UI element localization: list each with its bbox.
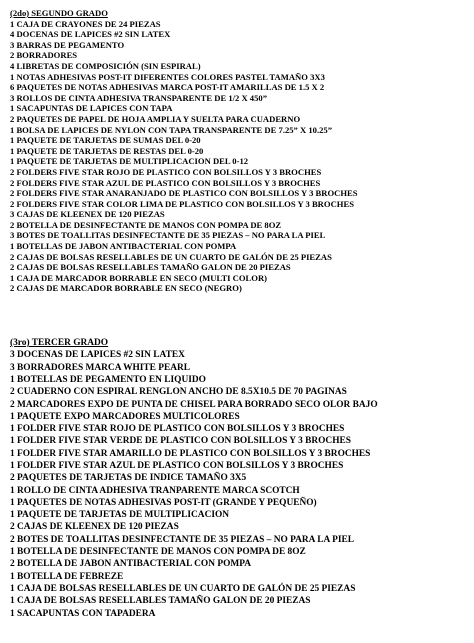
supply-list-item: 1 SACAPUNTAS CON TAPADERA	[10, 608, 156, 619]
supply-list-item: 2 BOTELLA DE DESINFECTANTE DE MANOS CON POMPA DE 8OZ	[10, 219, 282, 230]
supply-list-item: 3 ROLLOS DE CINTA ADHESIVA TRANSPARENTE DE 1/2 X 450”	[10, 92, 267, 103]
supply-list-item: 2 FOLDERS FIVE STAR AZUL DE PLASTICO CON BOLSILLOS Y 3 BROCHES	[10, 177, 321, 188]
segundo-grado-heading: (2do) SEGUNDO GRADO	[10, 8, 108, 18]
supply-list-item: 1 PAQUETE DE TARJETAS DE MULTIPLICACION DEL 0-12	[10, 156, 249, 167]
supply-list-item: 3 BOTES DE TOALLITAS DESINFECTANTE DE 35 PIEZAS – NO PARA LA PIEL	[10, 230, 326, 241]
supply-list-item: 2 PAQUETES DE TARJETAS DE INDICE TAMAÑO 3X5	[10, 473, 247, 484]
supply-list-item: 1 PAQUETES DE NOTAS ADHESIVAS POST-IT (GRANDE Y PEQUEÑO)	[10, 497, 317, 508]
supply-list-item: 2 BOTELLA DE JABON ANTIBACTERIAL CON POMPA	[10, 559, 252, 570]
supply-list-item: 1 PAQUETE DE TARJETAS DE MULTIPLICACION	[10, 510, 230, 521]
segundo-grado-section	[10, 8, 470, 294]
supply-list-item: 1 BOTELLAS DE JABON ANTIBACTERIAL CON POMPA	[10, 241, 237, 252]
tercer-grado-section	[10, 337, 470, 620]
tercer-grado-list	[10, 349, 470, 620]
supply-list-item: 1 BOTELLA DE FEBREZE	[10, 571, 124, 582]
supply-list-item: 2 BORRADORES	[10, 50, 78, 61]
supply-list-item: 2 CAJAS DE MARCADOR BORRABLE EN SECO (NEGRO)	[10, 283, 242, 294]
supply-list-item: 3 DOCENAS DE LAPICES #2 SIN LATEX	[10, 350, 185, 361]
supply-list-item: 1 CAJA DE BOLSAS RESELLABLES DE UN CUARTO DE GALÓN DE 25 PIEZAS	[10, 583, 356, 594]
supply-list-item: 1 FOLDER FIVE STAR VERDE DE PLASTICO CON BOLSILLOS Y 3 BROCHES	[10, 436, 351, 447]
document-page	[10, 8, 470, 620]
supply-list-item: 1 NOTAS ADHESIVAS POST-IT DIFERENTES COLORES PASTEL TAMAÑO 3X3	[10, 71, 325, 82]
supply-list-item: 1 BOTELLAS DE PEGAMENTO EN LIQUIDO	[10, 374, 206, 385]
supply-list-item: 1 FOLDER FIVE STAR AMARILLO DE PLASTICO CON BOLSILLOS Y 3 BROCHES	[10, 448, 371, 459]
supply-list-item: 1 BOTELLA DE DESINFECTANTE DE MANOS CON POMPA DE 8OZ	[10, 547, 306, 558]
supply-list-item: 1 FOLDER FIVE STAR ROJO DE PLASTICO CON BOLSILLOS Y 3 BROCHES	[10, 424, 345, 435]
supply-list-item: 1 PAQUETE EXPO MARCADORES MULTICOLORES	[10, 411, 240, 422]
section-gap	[10, 294, 470, 337]
supply-list-item: 4 LIBRETAS DE COMPOSICIÓN (SIN ESPIRAL)	[10, 60, 201, 71]
supply-list-item: 1 FOLDER FIVE STAR AZUL DE PLASTICO CON BOLSILLOS Y 3 BROCHES	[10, 461, 344, 471]
supply-list-item: 2 BOTES DE TOALLITAS DESINFECTANTE DE 35 PIEZAS – NO PARA LA PIEL	[10, 534, 355, 545]
supply-list-item: 2 FOLDERS FIVE STAR ROJO DE PLASTICO CON BOLSILLOS Y 3 BROCHES	[10, 166, 322, 177]
supply-list-item: 1 PAQUETE DE TARJETAS DE SUMAS DEL 0-20	[10, 135, 201, 146]
supply-list-item: 1 CAJA DE BOLSAS RESELLABLES TAMAÑO GALON DE 20 PIEZAS	[10, 596, 311, 607]
segundo-grado-list	[10, 19, 470, 294]
supply-list-item: 1 CAJA DE MARCADOR BORRABLE EN SECO (MULTI COLOR)	[10, 272, 268, 283]
supply-list-item: 2 FOLDERS FIVE STAR COLOR LIMA DE PLASTICO CON BOLSILLOS Y 3 BROCHES	[10, 198, 354, 209]
supply-list-item: 1 PAQUETE DE TARJETAS DE RESTAS DEL 0-20	[10, 145, 204, 156]
supply-list-item: 1 SACAPUNTAS DE LAPICES CON TAPA	[10, 103, 173, 114]
supply-list-item: 1 ROLLO DE CINTA ADHESIVA TRANPARENTE MARCA SCOTCH	[10, 485, 300, 496]
supply-list-item: 2 CAJAS DE KLEENEX DE 120 PIEZAS	[10, 522, 179, 533]
supply-list-item: 2 CUADERNO CON ESPIRAL RENGLON ANCHO DE 8.5X10.5 DE 70 PAGINAS	[10, 387, 347, 398]
supply-list-item: 1 CAJA DE CRAYONES DE 24 PIEZAS	[10, 18, 161, 29]
supply-list-item: 3 BORRADORES MARCA WHITE PEARL	[10, 362, 191, 373]
supply-list-item: 3 BARRAS DE PEGAMENTO	[10, 39, 125, 50]
supply-list-item: 2 MARCADORES EXPO DE PUNTA DE CHISEL PARA BORRADO SECO OLOR BAJO	[10, 399, 378, 410]
supply-list-item: 2 CAJAS DE BOLSAS RESELLABLES DE UN CUARTO DE GALÓN DE 25 PIEZAS	[10, 251, 332, 262]
supply-list-item: 1 BOLSA DE LAPICES DE NYLON CON TAPA TRANSPARENTE DE 7.25” X 10.25”	[10, 124, 332, 135]
supply-list-item: 2 CAJAS DE BOLSAS RESELLABLES TAMAÑO GALON DE 20 PIEZAS	[10, 262, 291, 273]
supply-list-item: 6 PAQUETES DE NOTAS ADHESIVAS MARCA POST-IT AMARILLAS DE 1.5 X 2	[10, 82, 325, 93]
tercer-grado-heading: (3ro) TERCER GRADO	[10, 338, 109, 349]
supply-list-item: 3 CAJAS DE KLEENEX DE 120 PIEZAS	[10, 209, 165, 220]
supply-list-item: 2 PAQUETES DE PAPEL DE HOJA AMPLIA Y SUELTA PARA CUADERNO	[10, 113, 301, 124]
supply-list-item: 4 DOCENAS DE LAPICES #2 SIN LATEX	[10, 29, 171, 40]
supply-list-item: 2 FOLDERS FIVE STAR ANARANJADO DE PLASTICO CON BOLSILLOS Y 3 BROCHES	[10, 188, 358, 199]
